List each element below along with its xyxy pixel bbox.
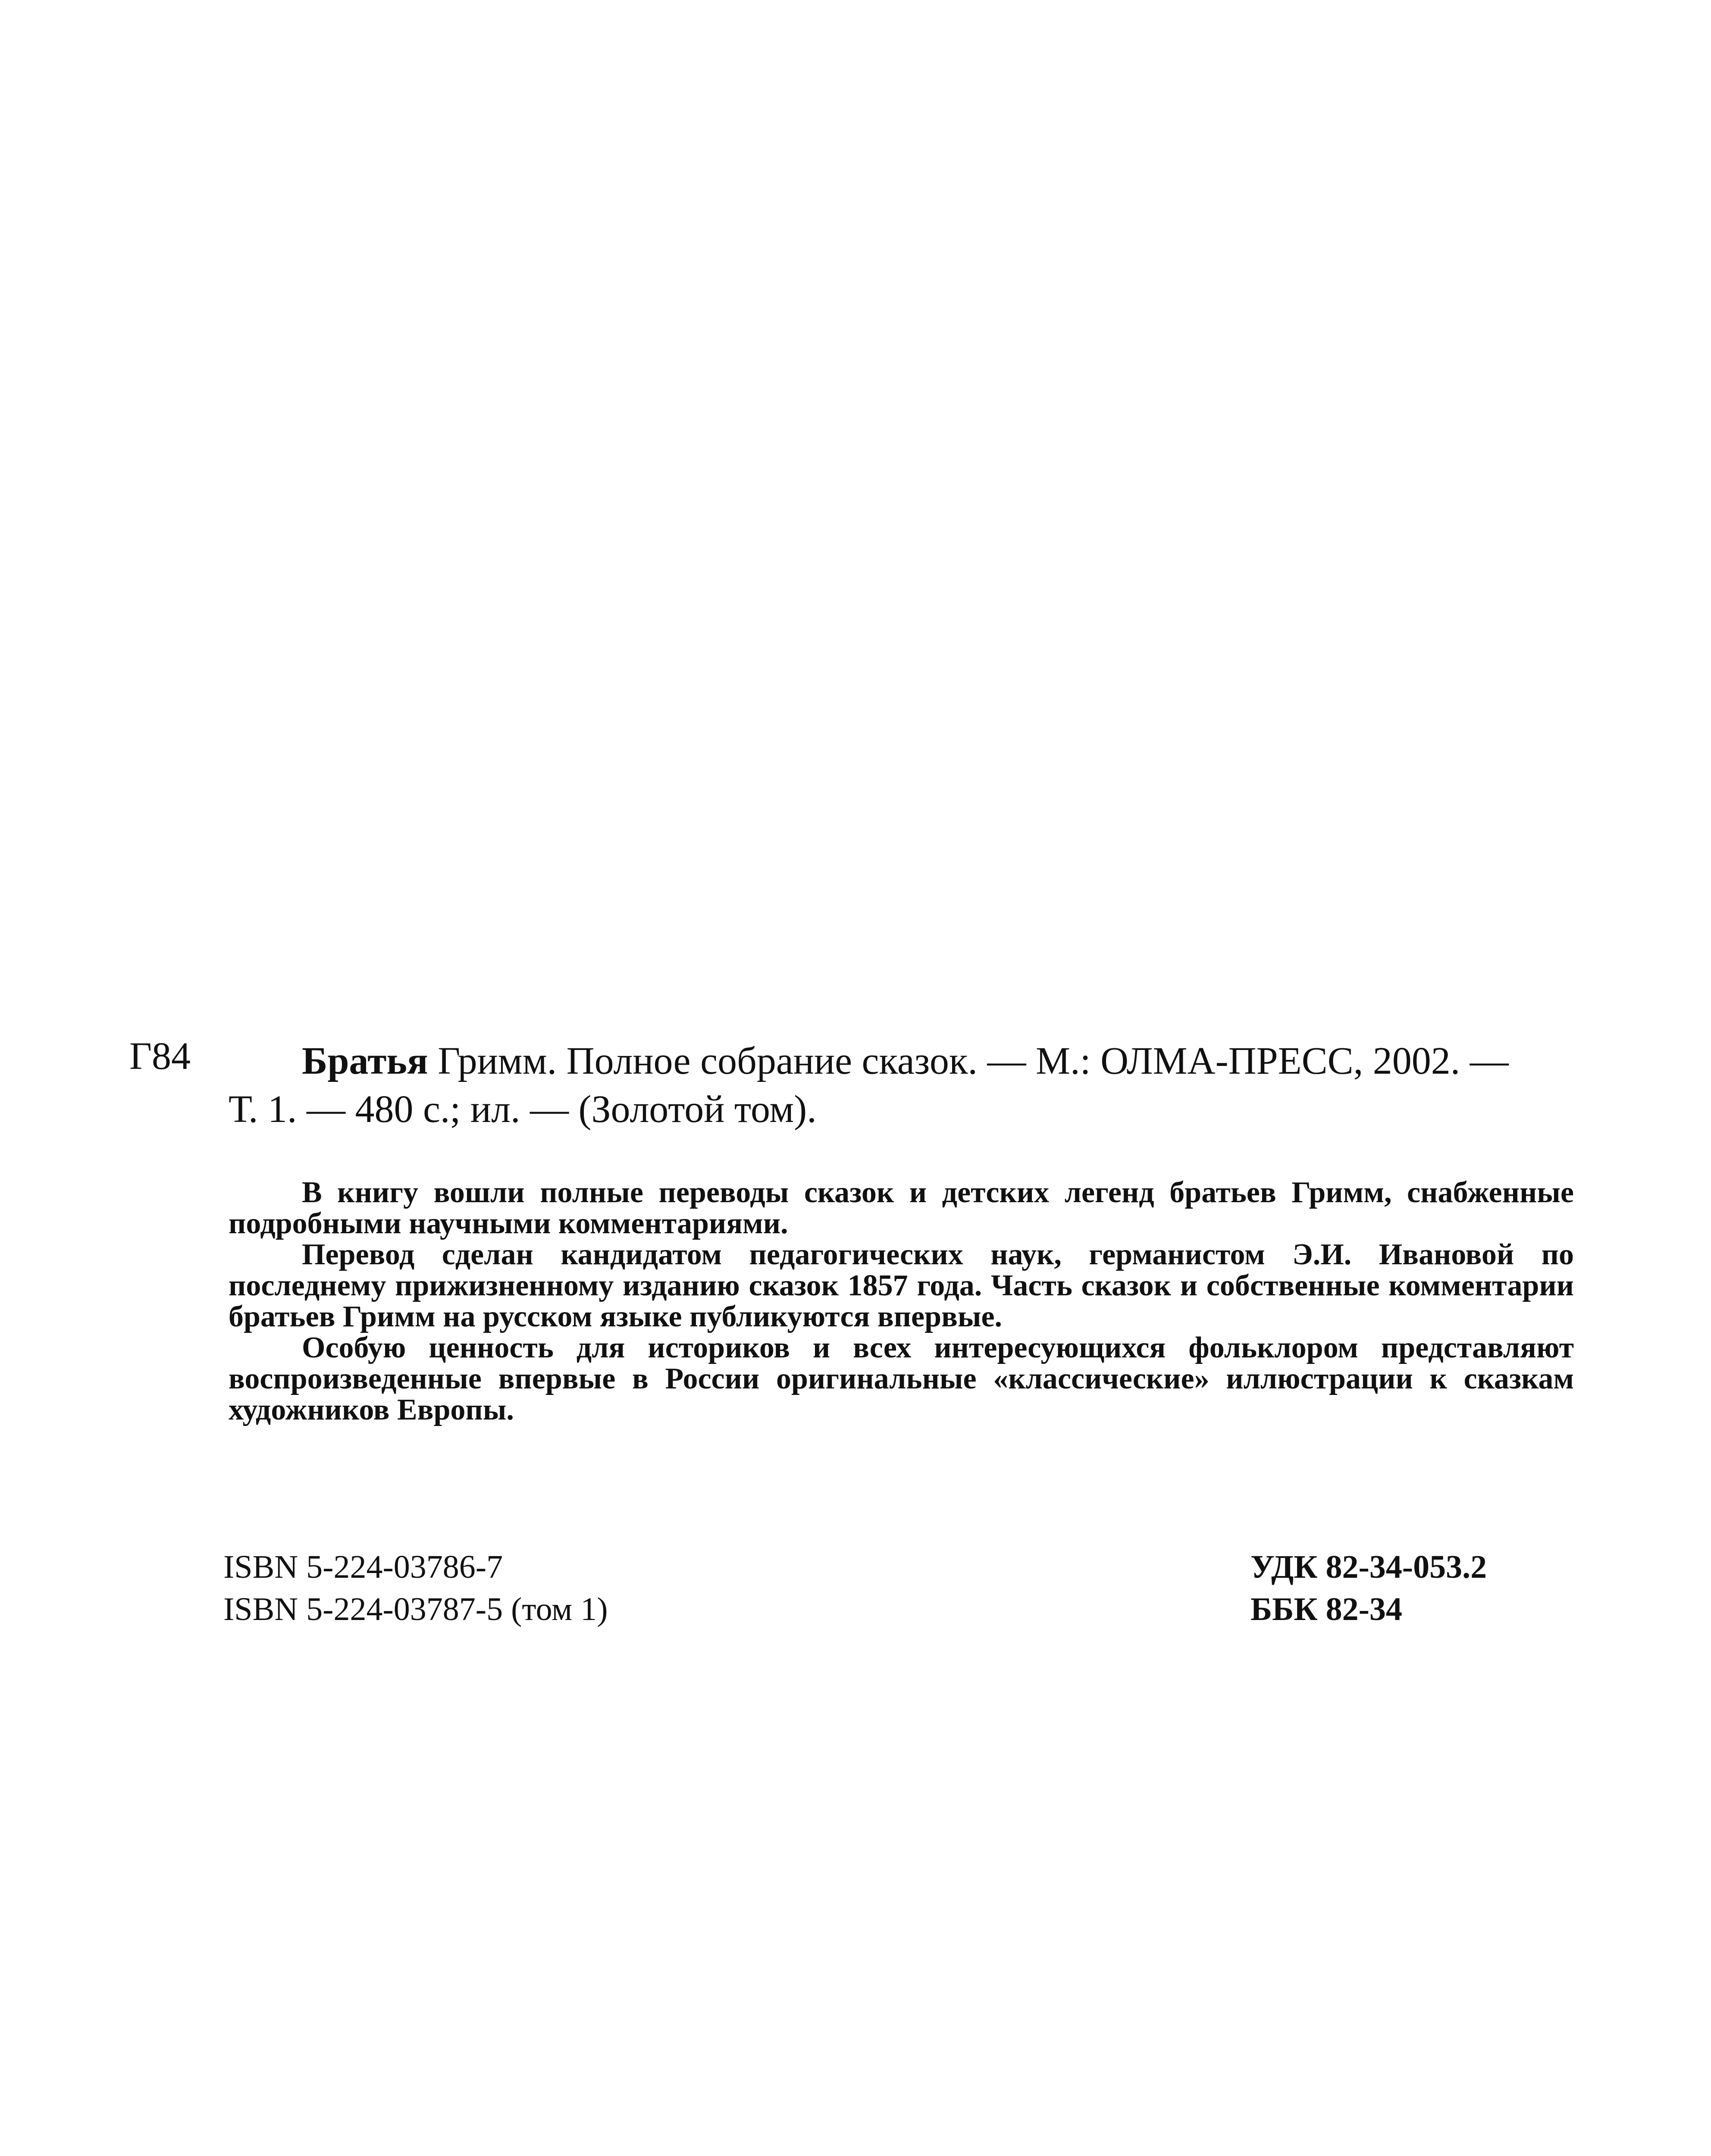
bib-author: Братья: [302, 1040, 428, 1082]
annotation-paragraph-2: Перевод сделан кандидатом педагогических наук, германистом Э.И. Ивановой по последнему прижизненному изданию сказок 1857 года. Часть сказок и собственные комментарии братьев Гримм на русском языке публикуются впервые.: [229, 1238, 1574, 1333]
isbn-volume: ISBN 5-224-03787-5 (том 1): [223, 1591, 608, 1627]
bib-record-line-2: Т. 1. — 480 с.; ил. — (Золотой том).: [229, 1088, 817, 1131]
bbk-code: ББК 82-34: [1250, 1591, 1402, 1627]
bibliographic-record: [229, 1037, 1574, 1134]
bib-record-line-1: [229, 1037, 1574, 1085]
classification-block: [1250, 1546, 1487, 1630]
annotation-paragraph-1: В книгу вошли полные переводы сказок и детских легенд братьев Гримм, снабженные подробными научными комментариями.: [229, 1176, 1574, 1240]
isbn-block: [223, 1546, 608, 1630]
udc-code: УДК 82-34-053.2: [1250, 1549, 1487, 1585]
bib-title-publisher: Гримм. Полное собрание сказок. — М.: ОЛМА-ПРЕСС, 2002. —: [428, 1040, 1509, 1082]
isbn-set: ISBN 5-224-03786-7: [223, 1549, 503, 1585]
annotation: [229, 1177, 1574, 1426]
annotation-paragraph-3: Особую ценность для историков и всех интересующихся фольклором представляют воспроизведенные впервые в России оригинальные «классические» иллюстрации к сказкам художников Европы.: [229, 1331, 1574, 1426]
catalog-code: Г84: [129, 1035, 191, 1078]
